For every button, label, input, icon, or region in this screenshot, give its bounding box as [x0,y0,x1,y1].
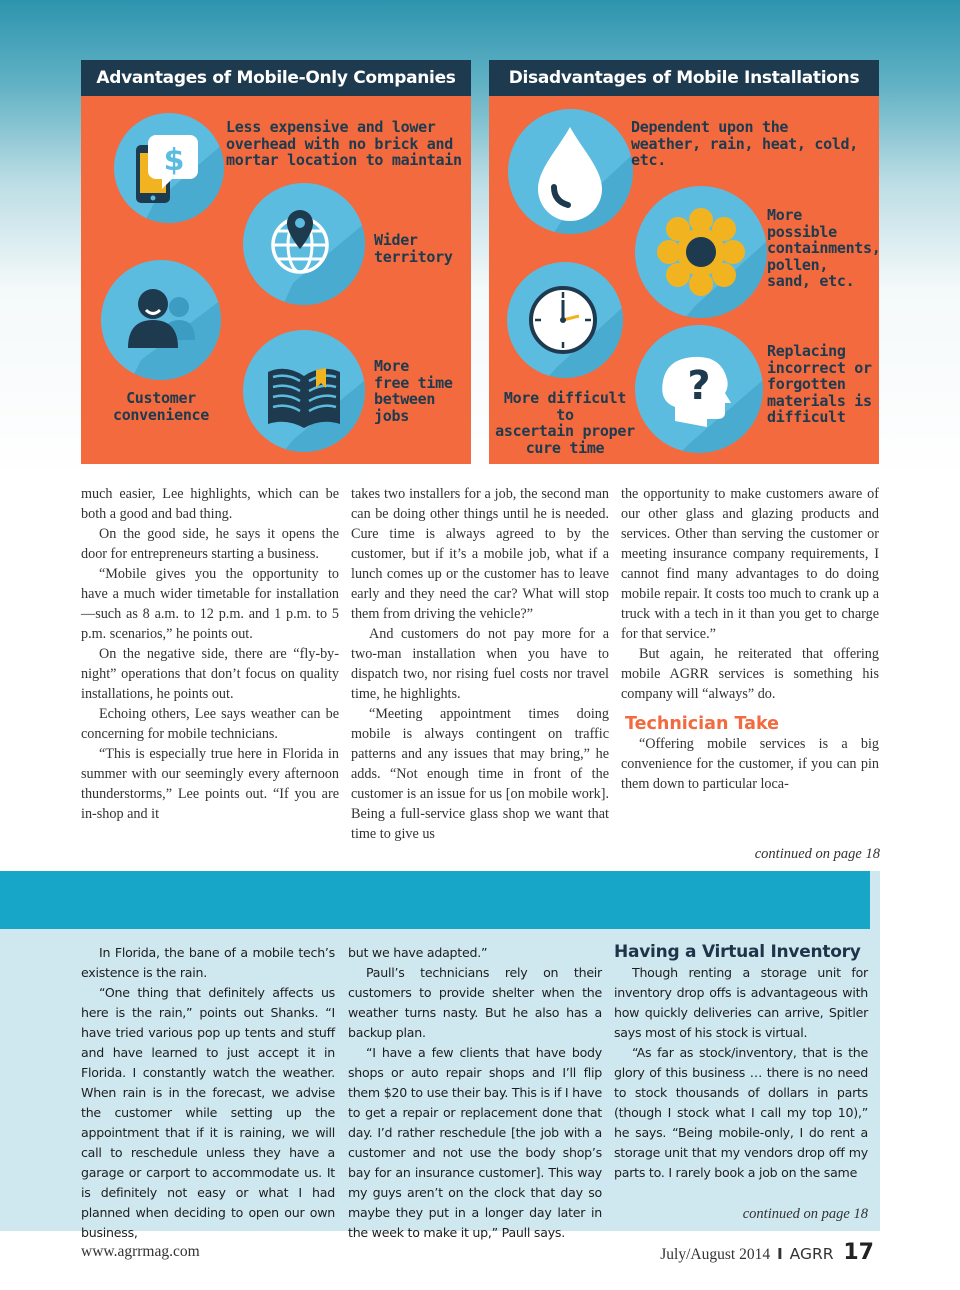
advantage-lower-overhead: Less expensive and lower overhead with no brick and mortar location to maintain [226,118,462,169]
paragraph: But again, he reiterated that offering mobile AGRR services is something his company will “always” do. [621,646,879,702]
article-column-1 [81,484,339,824]
paragraph: Though renting a storage unit for inventory drop offs is advantageous with how quickly deliveries can arrive, Spitler says most of his stock is virtual. [614,965,868,1040]
sidebar-box [0,871,880,1240]
disadvantages-panel [489,60,879,464]
smartphone-dollar-icon [114,113,224,223]
paragraph: the opportunity to make customers aware of our other glass and glazing products and services. Other than serving the customer or meeting insurance company requirements, I cannot find many advantages to do doing mobile repair. It costs too much to crank up a truck with a tech in it than you get to charge for that service.” [621,486,879,642]
disadvantage-cure-time: More difficult to ascertain proper cure time [495,389,635,457]
paragraph: “I have a few clients that have body shops or auto repair shops and I’ll flip them $20 to use their bay. This is if I have to get a repair or replacement done that day. I’d rather reschedule [the job with a customer and not use the body shop’s bay for an insurance customer]. This way my guys aren’t on the clock that day so maybe they put in a longer day later in the week to make it up,” Paull says. [348,1045,602,1240]
sidebar-title-bar [0,871,870,929]
paragraph: “Mobile gives you the opportunity to have a much wider timetable for installation—such as 8 a.m. to 12 p.m. and 1 p.m. to 5 p.m. scenarios,” he points out. [81,566,339,642]
article-column-3 [621,484,879,794]
people-icon [101,260,221,380]
paragraph: “As far as stock/inventory, that is the glory of this business … there is no need to stock thousands of dollars in parts (though I stock what I call my top 10),” he says. “Being mobile-only, I do rent a storage unit that my vendors drop off my parts to. I rarely book a job on the same [614,1045,868,1180]
footer-website-url[interactable]: www.agrrmag.com [81,1243,200,1260]
paragraph: On the negative side, there are “fly-by-night” operations that don’t focus on quality installations, he points out. [81,646,339,702]
footer-folio [660,1240,874,1265]
article-continued-link[interactable]: continued on page 18 [754,846,880,862]
svg-text:$: $ [163,143,185,178]
paragraph: “Meeting appointment times doing mobile is always contingent on traffic patterns and any issues that may bring,” he adds. “Not enough time in front of the customer is an issue for us [on mobile work]. Being a full-service glass shop we want that time to give us [351,706,609,842]
subhead-technician-take: Technician Take [625,714,780,734]
disadvantages-title: Disadvantages of Mobile Installations [489,60,879,96]
advantage-wider-territory: Wider territory [374,231,453,266]
advantage-customer-convenience: Customer convenience [112,389,210,424]
sidebar-column-3 [614,941,868,1183]
sidebar-continued-link[interactable]: continued on page 18 [742,1206,868,1222]
paragraph: On the good side, he says it opens the door for entrepreneurs starting a business. [81,526,339,562]
paragraph: “Offering mobile services is a big convenience for the customer, if you can pin them down to particular loca- [621,736,879,792]
globe-pin-icon [243,183,365,305]
water-drop-icon [508,109,633,234]
advantages-title: Advantages of Mobile-Only Companies [81,60,471,96]
book-icon [243,330,365,452]
sidebar-column-1 [81,943,335,1243]
clock-icon [507,262,623,378]
paragraph: “One thing that definitely affects us here is the rain,” points out Shanks. “I have tried various pop up tents and stuff and have learned to just accept it in Florida. I constantly watch the weather. When rain is in the forecast, we advise the customer while setting up the appointment that if it is raining, we will call to reschedule unless they have a garage or carport to accommodate us. It is definitely not easy or what I had planned when deciding to open our own business, [81,985,335,1240]
sidebar-column-2 [348,943,602,1243]
disadvantage-weather: Dependent upon the weather, rain, heat, cold, etc. [631,118,859,169]
svg-text:?: ? [687,363,711,409]
paragraph: In Florida, the bane of a mobile tech’s existence is the rain. [81,945,335,980]
article-column-2 [351,484,609,844]
sidebar-subhead-virtual-inventory: Having a Virtual Inventory [614,942,861,962]
publication-name: AGRR [789,1245,834,1263]
advantage-free-time: More free time between jobs [374,357,453,425]
paragraph: much easier, Lee highlights, which can be both a good and bad thing. [81,486,339,522]
paragraph: takes two installers for a job, the second man can be doing other things until he is needed. Cure time is always agreed to by the customer, but if it’s a mobile job, what if a lunch comes up or the customer has to leave early and they need the car? What will stop them from driving the vehicle?” [351,486,609,622]
advantages-panel [81,60,471,464]
issue-date: July/August 2014 [660,1246,771,1263]
page-number: 17 [843,1240,874,1265]
paragraph: “This is especially true here in Florida in summer with our seemingly every afternoon thunderstorms,” Lee points out. “If you are in-shop and it [81,746,339,822]
disadvantage-containments: More possible containments, pollen, sand, etc. [767,206,881,290]
paragraph: Echoing others, Lee says weather can be concerning for mobile technicians. [81,706,339,742]
flower-pollen-icon [635,186,767,318]
paragraph: Paull’s technicians rely on their customers to provide shelter when the weather turns nasty. But he also has a backup plan. [348,965,602,1040]
paragraph: but we have adapted.” [348,945,488,960]
folio-separator: I [776,1245,783,1263]
head-question-icon [635,325,763,453]
paragraph: And customers do not pay more for a two-man installation when you have to dispatch two, nor rising fuel costs nor travel time, he highlights. [351,626,609,702]
disadvantage-replacing-materials: Replacing incorrect or forgotten materials is difficult [767,342,872,426]
